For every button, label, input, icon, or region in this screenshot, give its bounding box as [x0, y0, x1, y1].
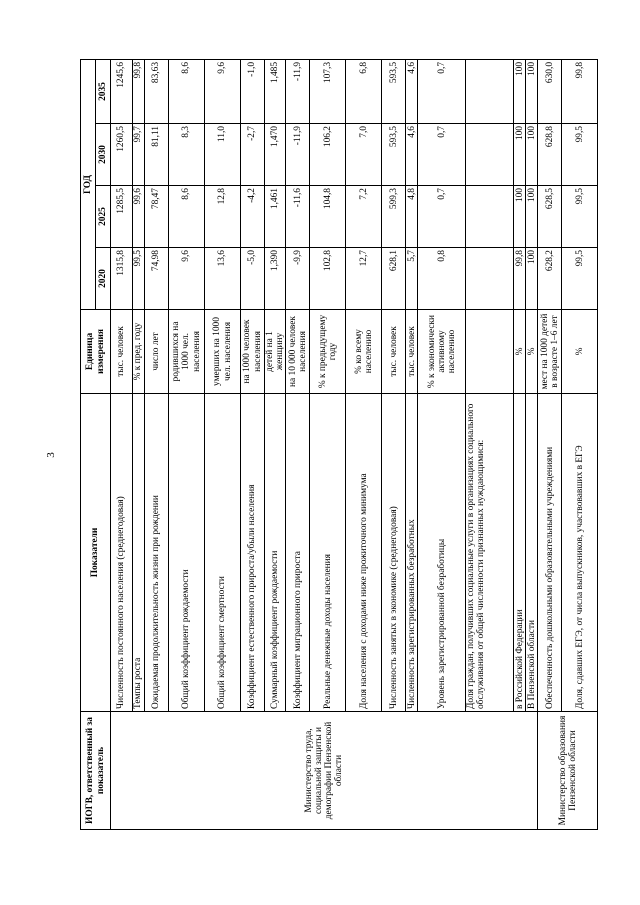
row-value-2030: 100 — [526, 124, 538, 186]
row-indicator: Обеспеченность дошкольными образовательными учреждениями — [538, 394, 562, 712]
row-value-2025: 1285,5 — [111, 186, 133, 248]
row-indicator: в Российской Федерации — [514, 394, 526, 712]
row-value-2030: 593,5 — [382, 124, 406, 186]
row-unit: на 1000 человек населения — [241, 310, 265, 394]
row-value-2035 — [466, 59, 514, 123]
row-value-2020: 1315,8 — [111, 248, 133, 310]
row-indicator: Общий коэффициент смертности — [205, 394, 241, 712]
row-value-2020: 74,98 — [145, 248, 169, 310]
row-indicator: Численность занятых в экономике (среднегодовая) — [382, 394, 406, 712]
row-unit: % к пред. году — [133, 310, 145, 394]
row-value-2025: 628,5 — [538, 186, 562, 248]
header-unit: Единица измерения — [81, 310, 111, 394]
row-indicator: Темпы роста — [133, 394, 145, 712]
row-indicator: Реальные денежные доходы населения — [310, 394, 346, 712]
row-value-2035: 107,3 — [310, 59, 346, 123]
row-value-2030: 8,3 — [169, 124, 205, 186]
row-unit — [466, 310, 514, 394]
row-value-2030: 11,0 — [205, 124, 241, 186]
row-value-2020: 628,2 — [538, 248, 562, 310]
row-value-2035: 83,63 — [145, 59, 169, 123]
row-value-2035: -11,9 — [286, 59, 310, 123]
header-year-2020: 2020 — [96, 248, 111, 310]
row-value-2020: 9,6 — [169, 248, 205, 310]
row-value-2025 — [466, 186, 514, 248]
row-unit: детей на 1 женщину — [265, 310, 286, 394]
row-value-2020: 99,5 — [133, 248, 145, 310]
page-number — [44, 448, 58, 462]
row-indicator: Уровень зарегистрированной безработицы — [418, 394, 466, 712]
row-value-2020: 628,1 — [382, 248, 406, 310]
row-value-2025: 104,8 — [310, 186, 346, 248]
row-indicator: Доля населения с доходами ниже прожиточного минимума — [346, 394, 382, 712]
header-year-2025: 2025 — [96, 186, 111, 248]
row-value-2030: 81,11 — [145, 124, 169, 186]
row-unit: число лет — [145, 310, 169, 394]
page-number-text: 3 — [45, 452, 57, 458]
row-value-2020: 99,5 — [562, 248, 598, 310]
row-unit: % к предыдущему году — [310, 310, 346, 394]
row-value-2020: 5,7 — [406, 248, 418, 310]
row-unit: % — [514, 310, 526, 394]
row-indicator: Ожидаемая продолжительность жизни при рождении — [145, 394, 169, 712]
row-indicator: Численность зарегистрированных безработных — [406, 394, 418, 712]
row-value-2020: 12,7 — [346, 248, 382, 310]
row-value-2030: 106,2 — [310, 124, 346, 186]
row-value-2020: 0,8 — [418, 248, 466, 310]
row-unit: % к экономически активному населению — [418, 310, 466, 394]
row-value-2030: 1,470 — [265, 124, 286, 186]
row-value-2020 — [466, 248, 514, 310]
row-value-2030: -2,7 — [241, 124, 265, 186]
row-unit: % ко всему населению — [346, 310, 382, 394]
row-value-2035: 100 — [514, 59, 526, 123]
row-value-2025: 1,461 — [265, 186, 286, 248]
row-unit: мест на 1000 детей в возрасте 1–6 лет — [538, 310, 562, 394]
row-value-2030 — [466, 124, 514, 186]
row-value-2025: 99,5 — [562, 186, 598, 248]
row-unit: умерших на 1000 чел. населения — [205, 310, 241, 394]
row-value-2035: 593,5 — [382, 59, 406, 123]
row-value-2030: 99,7 — [133, 124, 145, 186]
row-indicator: Суммарный коэффициент рождаемости — [265, 394, 286, 712]
row-value-2035: 99,8 — [133, 59, 145, 123]
row-value-2030: 7,0 — [346, 124, 382, 186]
row-value-2025: 99,6 — [133, 186, 145, 248]
row-value-2025: 4,8 — [406, 186, 418, 248]
row-value-2030: 1260,5 — [111, 124, 133, 186]
row-unit: тыс. человек — [111, 310, 133, 394]
row-value-2035: 9,6 — [205, 59, 241, 123]
row-indicator: Численность постоянного населения (среднегодовая) — [111, 394, 133, 712]
header-year-2030: 2030 — [96, 124, 111, 186]
row-indicator: Доля, сдавших ЕГЭ, от числа выпускников, участвовавших в ЕГЭ — [562, 394, 598, 712]
rotated-table-container — [80, 60, 585, 830]
row-value-2025: -11,6 — [286, 186, 310, 248]
row-value-2035: 99,8 — [562, 59, 598, 123]
row-value-2020: 99,8 — [514, 248, 526, 310]
table-row — [538, 59, 562, 829]
row-value-2025: 8,6 — [169, 186, 205, 248]
row-indicator: В Пензенской области — [526, 394, 538, 712]
row-value-2020: -5,0 — [241, 248, 265, 310]
row-unit: на 10 000 человек населения — [286, 310, 310, 394]
row-value-2025: 599,3 — [382, 186, 406, 248]
header-indicator: Показатели — [81, 394, 111, 712]
table-row — [111, 59, 133, 829]
row-value-2035: 100 — [526, 59, 538, 123]
row-indicator: Коэффициент естественного прироста/убыли населения — [241, 394, 265, 712]
row-value-2025: 100 — [514, 186, 526, 248]
row-unit: родившихся на 1000 чел. населения — [169, 310, 205, 394]
header-year-2035: 2035 — [96, 59, 111, 123]
row-value-2025: 0,7 — [418, 186, 466, 248]
row-unit: тыс. человек — [382, 310, 406, 394]
row-value-2025: 100 — [526, 186, 538, 248]
row-value-2020: 100 — [526, 248, 538, 310]
row-value-2025: 78,47 — [145, 186, 169, 248]
row-value-2030: -11,9 — [286, 124, 310, 186]
row-indicator: Общий коэффициент рождаемости — [169, 394, 205, 712]
row-indicator: Доля граждан, получивших социальные услуги в организациях социального обслуживания от общей численности признанных нуждающимися: — [466, 394, 514, 712]
row-value-2035: 1,485 — [265, 59, 286, 123]
row-value-2035: 0,7 — [418, 59, 466, 123]
row-value-2030: 0,7 — [418, 124, 466, 186]
row-value-2035: 630,0 — [538, 59, 562, 123]
row-value-2030: 628,8 — [538, 124, 562, 186]
row-value-2035: 4,6 — [406, 59, 418, 123]
row-value-2020: -9,9 — [286, 248, 310, 310]
row-value-2020: 102,8 — [310, 248, 346, 310]
row-value-2035: 8,6 — [169, 59, 205, 123]
org-education: Министерство образования Пензенской области — [538, 712, 598, 830]
row-value-2025: 7,2 — [346, 186, 382, 248]
header-year: ГОД — [81, 59, 96, 309]
row-value-2035: -1,0 — [241, 59, 265, 123]
row-indicator: Коэффициент миграционного прироста — [286, 394, 310, 712]
row-value-2030: 99,5 — [562, 124, 598, 186]
row-unit: % — [562, 310, 598, 394]
row-unit: % — [526, 310, 538, 394]
row-value-2030: 100 — [514, 124, 526, 186]
row-value-2020: 1,390 — [265, 248, 286, 310]
row-value-2025: -4,2 — [241, 186, 265, 248]
indicators-table — [80, 59, 598, 830]
row-unit: тыс. человек — [406, 310, 418, 394]
row-value-2030: 4,6 — [406, 124, 418, 186]
org-labor: Министерство труда, социальной защиты и демографии Пензенской области — [111, 712, 538, 830]
row-value-2025: 12,8 — [205, 186, 241, 248]
row-value-2020: 13,6 — [205, 248, 241, 310]
header-org: ИОГВ, ответственный за показатель — [81, 712, 111, 830]
row-value-2035: 1245,6 — [111, 59, 133, 123]
row-value-2035: 6,8 — [346, 59, 382, 123]
